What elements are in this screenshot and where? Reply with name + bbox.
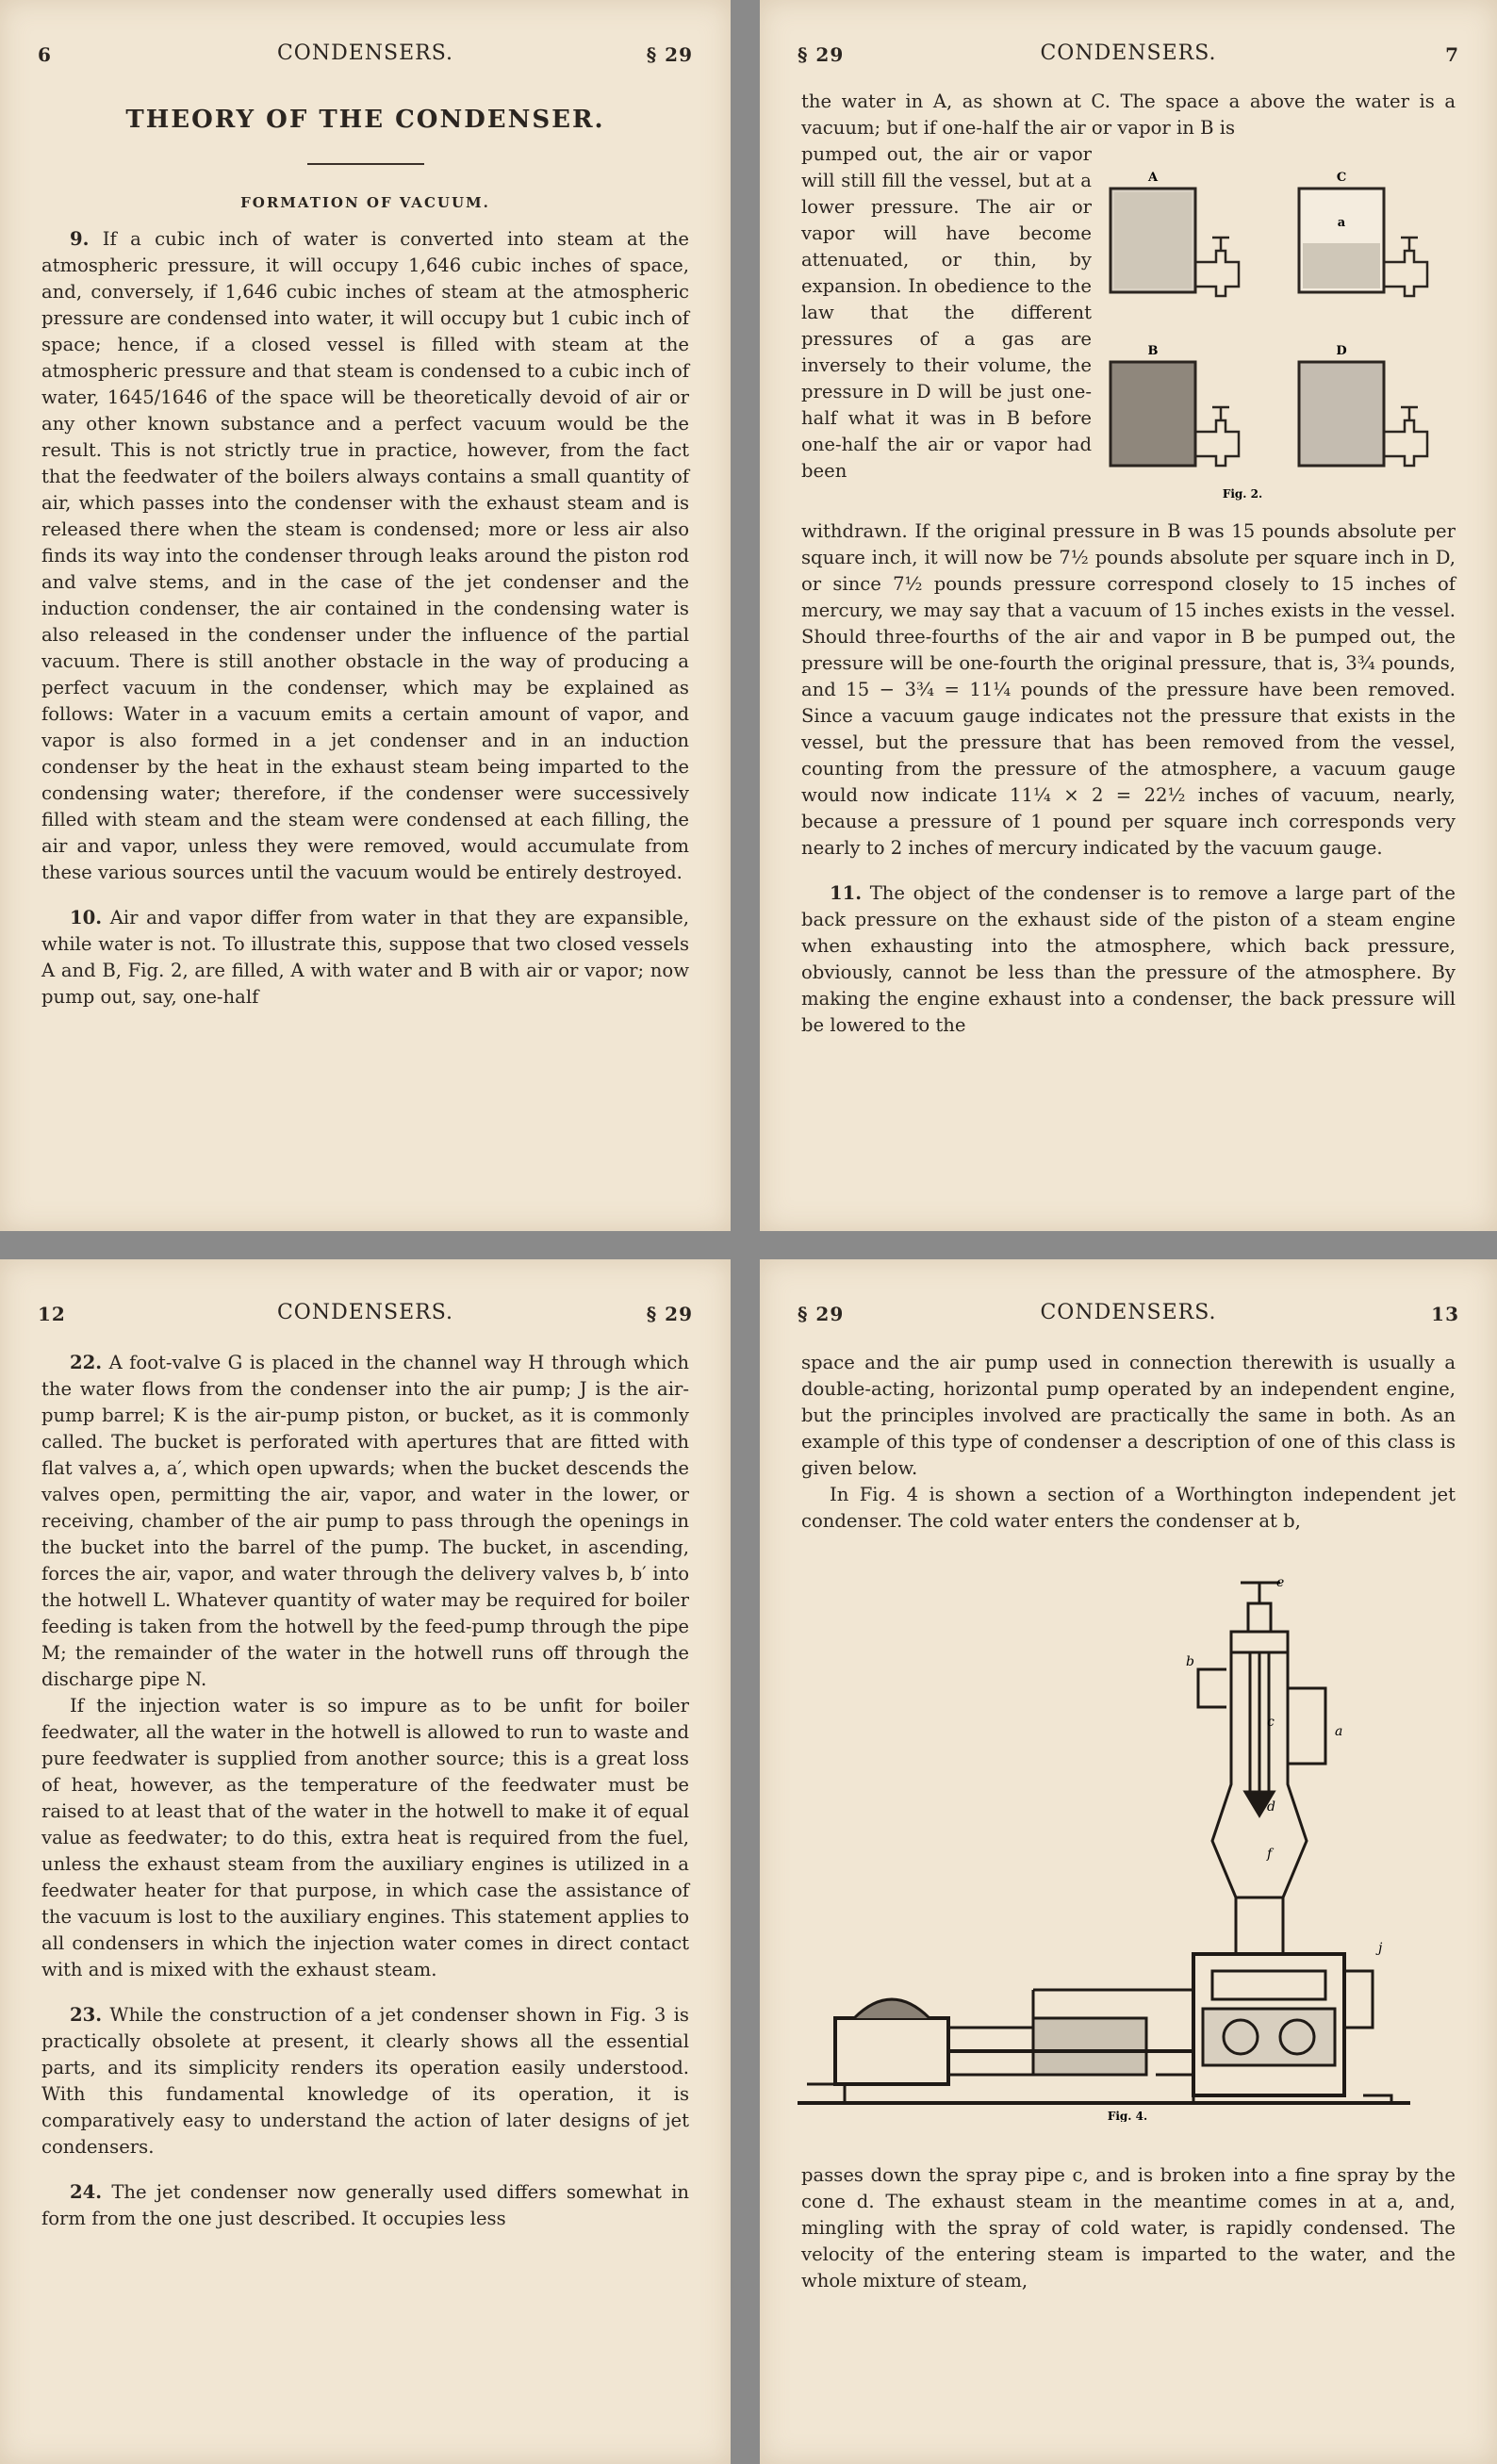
paragraph [801, 880, 1456, 1039]
title-rule [307, 163, 424, 165]
paragraph-text: Air and vapor differ from water in that they are expansible, while water is not. To illustrate this, suppose that two closed vessels A and B, Fig. 2, are filled, A with water and B with air or vapor; now pump out, say, one-half [41, 907, 689, 1008]
chapter-title: THEORY OF THE CONDENSER. [125, 106, 605, 134]
label-a: A [1147, 171, 1159, 185]
intro-text: the water in A, as shown at C. The space a above the water is a vacuum; but if one-half the air or vapor in B is [801, 90, 1456, 139]
figure-2 [1101, 158, 1459, 517]
label-j: j [1378, 1941, 1383, 1956]
vessel-b [1110, 362, 1239, 466]
paragraph [41, 2179, 689, 2232]
label-c: C [1336, 171, 1347, 185]
paragraph-number: 11. [830, 882, 863, 904]
paragraph [41, 905, 689, 1010]
figure-caption: Fig. 2. [1222, 487, 1263, 501]
running-header [38, 38, 693, 75]
page-number: 12 [38, 1303, 66, 1325]
page-number: 7 [1445, 43, 1459, 66]
running-head: CONDENSERS. [276, 41, 454, 65]
page-number: 13 [1431, 1303, 1459, 1325]
section-mark: § 29 [798, 1303, 845, 1325]
label-d: D [1336, 344, 1347, 358]
page-12 [0, 1259, 731, 2464]
running-head: CONDENSERS. [1040, 1301, 1217, 1324]
running-header [38, 1297, 693, 1335]
paragraph-text: While the construction of a jet condenser shown in Fig. 3 is practically obsolete at present, it clearly shows all the essential parts, and its simplicity renders its operation easily understood. With this fundamental knowledge of its operation, it is comparatively easy to understand the action of later designs of jet condensers. [41, 2004, 689, 2158]
vessel-d [1299, 362, 1427, 466]
section-mark: § 29 [646, 1303, 693, 1325]
label-a: a [1335, 1724, 1343, 1739]
label-d: d [1267, 1799, 1275, 1815]
label-b: B [1147, 344, 1159, 358]
beside-figure-text: pumped out, the air or vapor will still fill the vessel, but at a lower pressure. The air or vapor will have become attenuated, or thin, by expansion. In obedience to the law that the different pressures of a gas are inversely to their volume, the pressure in D will be just one-half what it was in B before one-half the air or vapor had been [801, 143, 1092, 482]
paragraph-text: The object of the condenser is to remove a large part of the back pressure on the exhaust side of the piston of a steam engine when exhausting into the atmosphere, which back pressure, obviously, cannot be less than the pressure of the atmosphere. By making the engine exhaust into a condenser, the back pressure will be lowered to the [801, 882, 1456, 1036]
section-mark: § 29 [646, 43, 693, 66]
paragraph-text: The jet condenser now generally used differs somewhat in form from the one just described. It occupies less [41, 2181, 689, 2229]
running-header [798, 1297, 1459, 1335]
paragraph: space and the air pump used in connection therewith is usually a double-acting, horizontal pump operated by an independent engine, but the principles involved are practically the same in both. As an example of this type of condenser a description of one of this class is given below. [801, 1352, 1456, 1479]
vessel-a [1110, 189, 1239, 296]
page-number: 6 [38, 43, 52, 66]
body-text-top [801, 1350, 1456, 1535]
paragraph: In Fig. 4 is shown a section of a Worthington independent jet condenser. The cold water enters the condenser at b, [801, 1484, 1456, 1532]
figure-4 [798, 1575, 1457, 2122]
section-mark: § 29 [798, 43, 845, 66]
label-f: f [1267, 1847, 1273, 1862]
body-text [801, 518, 1456, 1039]
paragraph: withdrawn. If the original pressure in B was 15 pounds absolute per square inch, it will now be 7½ pounds absolute per square inch in D, or since 7½ pounds pressure correspond closely to 15 inches of mercury, we may say that a vacuum of 15 inches exists in the vessel. Should three-fourths of the air and vapor in B be pumped out, the pressure will be one-fourth the original pressure, that is, 3¾ pounds, and 15 − 3¾ = 11¼ pounds of the pressure have been removed. Since a vacuum gauge indicates not the pressure that exists in the vessel, but the pressure that has been removed from the vessel, counting from the pressure of the atmosphere, a vacuum gauge would now indicate 11¼ × 2 = 22½ inches of vacuum, nearly, because a pressure of 1 pound per square inch corresponds very nearly to 2 inches of mercury indicated by the vacuum gauge. [801, 520, 1456, 859]
vessel-c [1299, 189, 1427, 296]
figure-caption: Fig. 4. [1107, 2110, 1148, 2122]
label-b: b [1186, 1654, 1194, 1669]
paragraph [41, 1350, 689, 1693]
body-text [41, 1350, 689, 2232]
page-7 [760, 0, 1497, 1231]
paragraph [41, 2002, 689, 2160]
paragraph-number: 24. [70, 2181, 103, 2203]
paragraph [41, 1693, 689, 1983]
paragraph-text: If the injection water is so impure as to be unfit for boiler feedwater, all the water in the hotwell is allowed to run to waste and pure feedwater is supplied from another source; this is a great loss of heat, however, as the temperature of the feedwater must be raised to at least that of the water in the hotwell to make it of equal value as feedwater; to do this, extra heat is required from the fuel, unless the exhaust steam from the auxiliary engines is utilized in a feedwater heater for that purpose, in which case the assistance of the vacuum is lost to the auxiliary engines. This statement applies to all condensers in which the injection water comes in direct contact with and is mixed with the exhaust steam. [41, 1695, 689, 1980]
paragraph-number: 22. [70, 1352, 103, 1373]
paragraph-number: 23. [70, 2004, 103, 2026]
paragraph [41, 226, 689, 886]
body-text-bottom [801, 2162, 1456, 2294]
page-6 [0, 0, 731, 1231]
section-subtitle: FORMATION OF VACUUM. [240, 194, 490, 211]
paragraph-number: 9. [70, 228, 90, 250]
body-text [41, 226, 689, 1010]
paragraph-text: If a cubic inch of water is converted into steam at the atmospheric pressure, it will occupy 1,646 cubic inches of space, and, conversely, if 1,646 cubic inches of steam at the atmospheric pressure are condensed into water, it will occupy but 1 cubic inch of space; hence, if a closed vessel is filled with steam at the atmospheric pressure and that steam is condensed to a cubic inch of water, 1645/1646 of the space will be theoretically devoid of air or any other known substance and a perfect vacuum would be the result. This is not strictly true in practice, however, from the fact that the feedwater of the boilers always contains a small quantity of air, which passes into the condenser with the exhaust steam and is released there when the steam is condensed; more or less air also finds its way into the condenser through leaks around the piston rod and valve stems, and in the case of the jet condenser and the induction condenser, the air contained in the condensing water is also released in the condenser under the influence of the partial vacuum. There is still another obstacle in the way of producing a perfect vacuum in the condenser, which may be explained as follows: Water in a vacuum emits a certain amount of vapor, and vapor is also formed in a jet condenser and in an induction condenser by the heat in the exhaust steam being imparted to the condensing water; therefore, if the condenser were successively filled with steam and the steam were condensed at each filling, the air and vapor, unless they were removed, would accumulate from these various sources until the vacuum would be entirely destroyed. [41, 228, 689, 883]
paragraph: passes down the spray pipe c, and is broken into a fine spray by the cone d. The exhaust steam in the meantime comes in at a, and, mingling with the spray of cold water, is rapidly condensed. The velocity of the entering steam is imparted to the water, and the whole mixture of steam, [801, 2164, 1456, 2292]
paragraph-number: 10. [70, 907, 103, 928]
paragraph-text: A foot-valve G is placed in the channel way H through which the water flows from the condenser into the air pump; J is the air-pump barrel; K is the air-pump piston, or bucket, as it is commonly called. The bucket is perforated with apertures that are fitted with flat valves a, a′, which open upwards; when the bucket descends the valves open, permitting the air, vapor, and water in the lower, or receiving, chamber of the air pump to pass through the openings in the bucket into the barrel of the pump. The bucket, in ascending, forces the air, vapor, and water through the delivery valves b, b′ into the hotwell L. Whatever quantity of water may be required for boiler feeding is taken from the hotwell by the feed-pump through the pipe M; the remainder of the water in the hotwell runs off through the discharge pipe N. [41, 1352, 690, 1690]
label-vacuum-a: a [1337, 216, 1346, 230]
label-c: c [1267, 1715, 1275, 1730]
running-header [798, 38, 1459, 75]
label-e: e [1276, 1575, 1285, 1590]
running-head: CONDENSERS. [276, 1301, 454, 1324]
running-head: CONDENSERS. [1040, 41, 1217, 65]
page-13 [760, 1259, 1497, 2464]
